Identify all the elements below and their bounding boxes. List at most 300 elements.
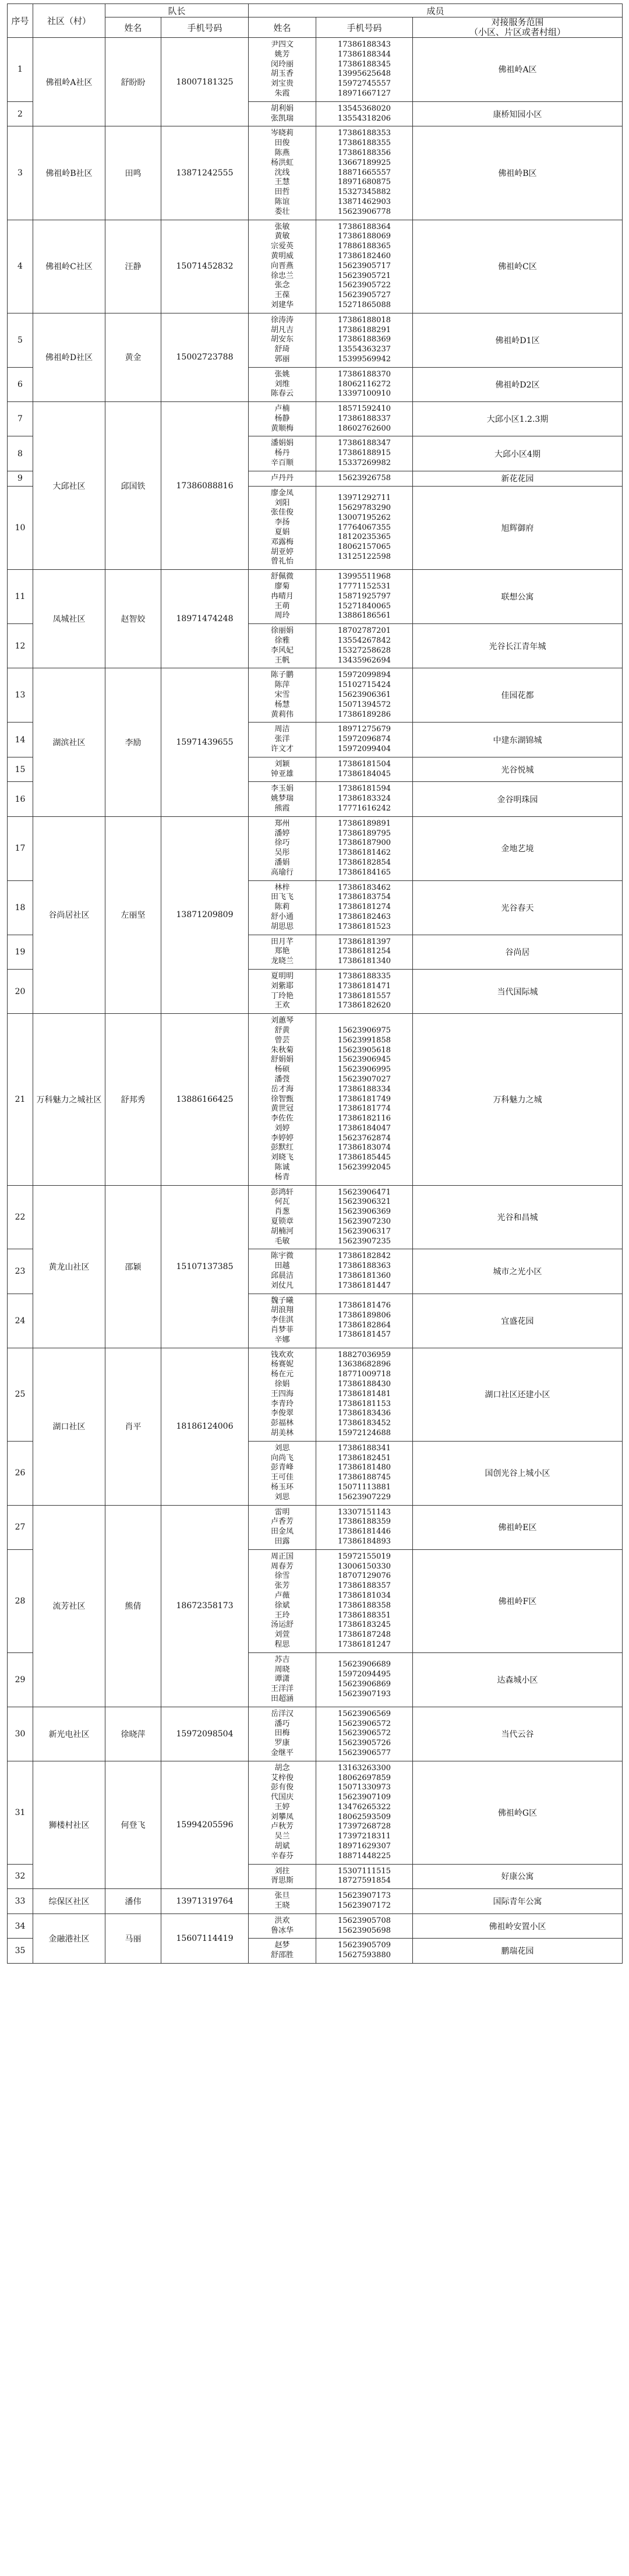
seq-cell: 4 [8, 220, 33, 313]
seq-cell: 28 [8, 1549, 33, 1652]
service-area-cell: 湖口社区还建小区 [413, 1348, 623, 1441]
header-area [413, 17, 623, 38]
member-name: 舒邵胜 [271, 1951, 294, 1960]
member-name: 赵梦 [274, 1941, 290, 1950]
member-phone: 17386188069 [338, 232, 391, 241]
member-name: 夏明明 [271, 971, 294, 981]
member-name: 李扬 [274, 518, 290, 527]
member-phone: 13307151143 [338, 1507, 391, 1517]
member-phone: 13667189925 [338, 158, 391, 167]
member-name: 林梓 [274, 883, 290, 892]
member-phone: 15623907109 [338, 1793, 391, 1802]
member-name: 许文才 [271, 745, 294, 753]
leader-phone-cell: 13886166425 [161, 1014, 249, 1186]
member-phone: 15623906995 [338, 1065, 391, 1074]
member-name: 王晓 [274, 1901, 290, 1911]
member-phone: 17386189891 [338, 819, 391, 828]
table-row [8, 1914, 623, 1939]
community-cell: 流芳社区 [33, 1505, 105, 1707]
member-phone: 17386181749 [338, 1094, 391, 1104]
member-name: 龙晓兰 [271, 957, 294, 966]
member-name: 郭丽 [274, 354, 290, 364]
member-name: 辛春芬 [271, 1851, 294, 1860]
service-area-cell: 旭辉御府 [413, 486, 623, 569]
member-phone: 18062116272 [338, 379, 391, 389]
member-phone: 17386181471 [338, 981, 391, 991]
member-name: 刘维 [274, 379, 290, 389]
member-name: 陈诚 [274, 1163, 290, 1172]
member-phone: 13397100910 [338, 389, 391, 399]
member-names-cell [249, 1505, 316, 1549]
member-phone: 17386188364 [338, 222, 391, 231]
service-area-cell: 鹏瑞花园 [413, 1939, 623, 1964]
member-phones-cell [316, 1294, 413, 1348]
member-name: 田月芊 [271, 937, 294, 946]
member-name: 黄明威 [271, 251, 294, 260]
member-name: 郑艳 [274, 947, 290, 956]
member-name: 钱欢欢 [271, 1350, 294, 1359]
member-name: 姚梦瑞 [271, 794, 294, 804]
service-area-cell: 佛祖岭安置小区 [413, 1914, 623, 1939]
member-phone: 15271840065 [338, 601, 391, 611]
community-cell: 金融港社区 [33, 1914, 105, 1963]
member-name: 高瑜行 [271, 868, 294, 877]
member-phone: 13007195262 [338, 513, 391, 522]
seq-cell: 19 [8, 935, 33, 969]
member-name: 刘颖 [274, 759, 290, 769]
table-row [8, 570, 623, 624]
member-phone: 17386182854 [338, 858, 391, 867]
member-name: 徐智甄 [271, 1094, 294, 1104]
member-phone: 17386182460 [338, 251, 391, 260]
member-phone: 17386181446 [338, 1527, 391, 1537]
seq-cell: 13 [8, 668, 33, 723]
member-name: 代国庆 [271, 1793, 294, 1802]
member-phone: 15623905698 [338, 1926, 391, 1935]
leader-name-cell: 邵颖 [105, 1185, 161, 1348]
member-phone: 17386183324 [338, 794, 391, 804]
member-phone: 17386188370 [338, 369, 391, 379]
member-phone: 15623907027 [338, 1074, 391, 1084]
member-phone: 15972094495 [338, 1669, 391, 1679]
member-phone: 17386181457 [338, 1330, 391, 1340]
member-name: 徐娟 [274, 1380, 290, 1389]
member-phone: 17386181476 [338, 1301, 391, 1310]
member-phone: 17386181523 [338, 922, 391, 931]
member-phone: 15327258628 [338, 646, 391, 655]
leader-name-cell: 马丽 [105, 1914, 161, 1963]
table-row [8, 1505, 623, 1549]
member-name: 朱秋菊 [271, 1045, 294, 1055]
member-phone: 13554318206 [338, 114, 391, 123]
member-phone: 17386181360 [338, 1271, 391, 1281]
member-phone: 15871925797 [338, 591, 391, 601]
member-names-cell [249, 1185, 316, 1249]
seq-cell: 3 [8, 126, 33, 220]
member-phones-cell [316, 969, 413, 1013]
member-phone: 15623906778 [338, 207, 391, 216]
member-phone: 15623907172 [338, 1901, 391, 1911]
member-phone: 18571592410 [338, 404, 391, 414]
service-area-cell: 康桥知园小区 [413, 101, 623, 126]
leader-phone-cell: 15071452832 [161, 220, 249, 313]
member-phone: 15623926758 [338, 473, 391, 482]
member-name: 彭默红 [271, 1143, 294, 1153]
member-name: 刘仗凡 [271, 1281, 294, 1290]
member-name: 卢薇 [274, 1591, 290, 1600]
member-phones-cell [316, 723, 413, 757]
member-name: 向晋燕 [271, 261, 294, 270]
member-name: 舒娟娟 [271, 1055, 294, 1065]
member-phone: 17386188341 [338, 1443, 391, 1453]
member-name: 卢楠 [274, 404, 290, 414]
member-phone: 15623906869 [338, 1679, 391, 1689]
seq-cell: 21 [8, 1014, 33, 1186]
member-name: 程思 [274, 1640, 290, 1649]
member-name: 田金凤 [271, 1527, 294, 1537]
member-name: 彭青峰 [271, 1463, 294, 1472]
member-phones-cell [316, 1249, 413, 1294]
member-phone: 15071113881 [338, 1482, 391, 1492]
member-name: 谭潇 [274, 1675, 290, 1684]
member-phones-cell [316, 624, 413, 668]
member-name: 金继平 [271, 1748, 294, 1757]
member-name: 尹四文 [271, 40, 294, 49]
leader-phone-cell: 13871242555 [161, 126, 249, 220]
member-phone: 17386183754 [338, 893, 391, 902]
member-phone: 15629783290 [338, 503, 391, 513]
member-names-cell [249, 570, 316, 624]
member-name: 黄敏 [274, 232, 290, 241]
community-cell: 万科魅力之城社区 [33, 1014, 105, 1186]
member-phone: 17386188351 [338, 1611, 391, 1620]
member-name: 张敏 [274, 222, 290, 231]
member-phone: 15972745557 [338, 79, 391, 89]
member-name: 胡利娟 [271, 104, 294, 113]
header-seq: 序号 [8, 4, 33, 38]
member-name: 岳才海 [271, 1084, 294, 1094]
member-phone: 15623905726 [338, 1739, 391, 1748]
seq-cell: 9 [8, 471, 33, 486]
member-phone: 13995625648 [338, 69, 391, 79]
member-name: 舒小通 [271, 912, 294, 921]
table-row [8, 1889, 623, 1914]
service-area-cell: 大邱小区4期 [413, 436, 623, 471]
member-name: 徐巧 [274, 838, 290, 848]
member-phone: 13554363237 [338, 345, 391, 354]
member-phone: 15623907235 [338, 1236, 391, 1246]
service-area-cell: 佛祖岭C区 [413, 220, 623, 313]
member-phone: 13545368020 [338, 104, 391, 113]
member-name: 杨洪虹 [271, 158, 294, 167]
member-phones-cell [316, 1889, 413, 1914]
member-phone: 17386188355 [338, 139, 391, 148]
member-name: 胡念 [274, 1763, 290, 1772]
member-names-cell [249, 367, 316, 401]
member-phones-cell [316, 816, 413, 880]
leader-name-cell: 邱国铁 [105, 402, 161, 570]
member-name: 胡浪翔 [271, 1306, 294, 1315]
member-names-cell [249, 1441, 316, 1505]
service-area-cell: 佛祖岭A区 [413, 38, 623, 102]
member-name: 周正国 [271, 1552, 294, 1561]
member-phone: 18971629307 [338, 1842, 391, 1851]
member-names-cell [249, 1014, 316, 1186]
member-name: 王葆 [274, 291, 290, 300]
service-area-cell: 金地艺境 [413, 816, 623, 880]
seq-cell: 7 [8, 402, 33, 436]
member-phones-cell [316, 757, 413, 782]
member-phone: 17386188018 [338, 315, 391, 325]
leader-name-cell: 熊倩 [105, 1505, 161, 1707]
member-phone: 13125122598 [338, 552, 391, 562]
member-name: 刘拄 [274, 1866, 290, 1876]
member-phone: 15623905722 [338, 281, 391, 290]
service-area-cell: 国际青年公寓 [413, 1889, 623, 1914]
member-name: 杨在元 [271, 1370, 294, 1379]
member-phones-cell [316, 1549, 413, 1652]
member-phone: 15623906369 [338, 1207, 391, 1217]
member-name: 熊霞 [274, 804, 290, 813]
member-phone: 17386183436 [338, 1409, 391, 1418]
member-name: 肖梦菲 [271, 1326, 294, 1335]
member-name: 汤运舒 [271, 1620, 294, 1630]
member-name: 鲁冰华 [271, 1926, 294, 1935]
table-row [8, 38, 623, 102]
seq-cell: 33 [8, 1889, 33, 1914]
member-names-cell [249, 969, 316, 1013]
member-name: 刘婷 [274, 1123, 290, 1133]
member-name: 艾梓俊 [271, 1773, 294, 1782]
member-phone: 15623906569 [338, 1709, 391, 1718]
member-name: 卢香芳 [271, 1517, 294, 1527]
member-phone: 15972155019 [338, 1552, 391, 1561]
table-row [8, 1348, 623, 1441]
member-name: 闵玲丽 [271, 59, 294, 69]
table-row [8, 1185, 623, 1249]
leader-phone-cell: 18672358173 [161, 1505, 249, 1707]
member-phone: 17386188343 [338, 40, 391, 49]
member-name: 王婷 [274, 1802, 290, 1812]
member-phone: 13886186561 [338, 611, 391, 621]
member-name: 毛敏 [274, 1236, 290, 1246]
member-name: 宗爱英 [271, 242, 294, 251]
member-phone: 18602762600 [338, 424, 391, 433]
member-name: 张芳 [274, 1581, 290, 1591]
member-phone: 18971667127 [338, 89, 391, 98]
member-phones-cell [316, 880, 413, 935]
member-name: 杨静 [274, 414, 290, 423]
service-area-cell: 光谷悦城 [413, 757, 623, 782]
member-name: 刘思 [274, 1443, 290, 1453]
leader-name-cell: 舒邦秀 [105, 1014, 161, 1186]
member-phone: 17386181340 [338, 957, 391, 966]
member-name: 徐忠兰 [271, 271, 294, 280]
member-phone: 15071394572 [338, 700, 391, 709]
member-names-cell [249, 782, 316, 816]
seq-cell: 31 [8, 1761, 33, 1864]
member-phone: 15623905708 [338, 1916, 391, 1925]
member-name: 胡亚婷 [271, 547, 294, 556]
service-area-cell: 金谷明珠园 [413, 782, 623, 816]
member-phones-cell [316, 101, 413, 126]
member-name: 杨玉环 [271, 1482, 294, 1492]
member-phone: 17386188363 [338, 1261, 391, 1271]
seq-cell: 27 [8, 1505, 33, 1549]
table-row [8, 1014, 623, 1186]
seq-cell: 23 [8, 1249, 33, 1294]
community-cell: 大邱社区 [33, 402, 105, 570]
member-phone: 17386188356 [338, 148, 391, 157]
header-leader: 队长 [105, 4, 249, 17]
leader-phone-cell: 15972098504 [161, 1707, 249, 1761]
member-phone: 15623905709 [338, 1941, 391, 1950]
member-phones-cell [316, 1914, 413, 1939]
member-name: 邱晨洁 [271, 1271, 294, 1281]
member-phone: 17386187900 [338, 838, 391, 848]
leader-phone-cell: 13871209809 [161, 816, 249, 1013]
leader-name-cell: 黄金 [105, 313, 161, 401]
leader-phone-cell: 15971439655 [161, 668, 249, 816]
member-phone: 17386181504 [338, 759, 391, 769]
member-name: 刘萱 [274, 1630, 290, 1640]
leader-phone-cell: 18186124006 [161, 1348, 249, 1505]
service-area-cell: 国创光谷上城小区 [413, 1441, 623, 1505]
member-name: 张佳俊 [271, 508, 294, 517]
leader-name-cell: 徐晓萍 [105, 1707, 161, 1761]
member-name: 娄壮 [274, 207, 290, 216]
member-name: 辛娜 [274, 1335, 290, 1344]
member-phone: 13435962694 [338, 656, 391, 665]
member-phone: 17386181247 [338, 1640, 391, 1649]
member-name: 张凯瑞 [271, 114, 294, 123]
member-names-cell [249, 1914, 316, 1939]
seq-cell: 16 [8, 782, 33, 816]
member-name: 刘思 [274, 1492, 290, 1502]
seq-cell: 17 [8, 816, 33, 880]
member-name: 姚芳 [274, 50, 290, 59]
member-names-cell [249, 1761, 316, 1864]
member-name: 曾芸 [274, 1035, 290, 1045]
member-name: 张念 [274, 281, 290, 290]
community-cell: 黄龙山社区 [33, 1185, 105, 1348]
member-phone: 17386188337 [338, 414, 391, 423]
header-row-1 [8, 4, 623, 17]
member-phone: 17386182620 [338, 1001, 391, 1010]
member-phones-cell [316, 1707, 413, 1761]
member-phone: 17386188745 [338, 1473, 391, 1482]
leader-name-cell: 肖平 [105, 1348, 161, 1505]
member-name: 李风妃 [271, 646, 294, 655]
member-name: 陈子鹏 [271, 671, 294, 680]
table-row [8, 1761, 623, 1864]
member-name: 田飞飞 [271, 893, 294, 902]
member-phones-cell [316, 486, 413, 569]
member-names-cell [249, 723, 316, 757]
member-phone: 17771616242 [338, 804, 391, 813]
member-phone: 13554267842 [338, 636, 391, 646]
member-names-cell [249, 1549, 316, 1652]
member-name: 郑州 [274, 819, 290, 828]
community-cell: 佛祖岭A社区 [33, 38, 105, 126]
leader-name-cell: 李励 [105, 668, 161, 816]
member-name: 沈线 [274, 168, 290, 177]
member-names-cell [249, 1889, 316, 1914]
member-name: 潘娟 [274, 858, 290, 867]
member-phones-cell [316, 935, 413, 969]
member-phone: 17386181557 [338, 991, 391, 1000]
service-area-cell: 佛祖岭D2区 [413, 367, 623, 401]
member-name: 舒黄 [274, 1026, 290, 1035]
member-phones-cell [316, 471, 413, 486]
member-name: 李婷婷 [271, 1133, 294, 1143]
member-phones-cell [316, 1939, 413, 1964]
member-phone: 17386181447 [338, 1281, 391, 1290]
roster-body [8, 38, 623, 1964]
member-phone: 18062697859 [338, 1773, 391, 1782]
seq-cell: 8 [8, 436, 33, 471]
seq-cell: 5 [8, 313, 33, 367]
member-phone: 15972096874 [338, 735, 391, 744]
roster-sheet [7, 3, 622, 1964]
seq-cell: 12 [8, 624, 33, 668]
member-phones-cell [316, 1761, 413, 1864]
member-phone: 15623906572 [338, 1729, 391, 1738]
community-cell: 狮楼村社区 [33, 1761, 105, 1889]
member-phone: 17386188353 [338, 129, 391, 138]
member-phone: 17386183452 [338, 1419, 391, 1428]
service-area-cell: 光谷长江青年城 [413, 624, 623, 668]
member-names-cell [249, 1864, 316, 1889]
member-phone: 17386181462 [338, 848, 391, 858]
member-names-cell [249, 624, 316, 668]
member-phones-cell [316, 436, 413, 471]
member-phone: 17386188345 [338, 59, 391, 69]
leader-name-cell: 潘伟 [105, 1889, 161, 1914]
member-phone: 17386187248 [338, 1630, 391, 1640]
member-name: 陈莉 [274, 903, 290, 912]
member-name: 胡思思 [271, 922, 294, 931]
member-phone: 17386181397 [338, 937, 391, 946]
leader-name-cell: 田鸣 [105, 126, 161, 220]
member-name: 徐雅 [274, 636, 290, 646]
seq-cell: 34 [8, 1914, 33, 1939]
seq-cell: 26 [8, 1441, 33, 1505]
member-phone: 17386183245 [338, 1620, 391, 1630]
member-name: 李俊翠 [271, 1409, 294, 1418]
member-phone: 18062593509 [338, 1812, 391, 1821]
member-name: 陈萍 [274, 681, 290, 690]
service-area-cell: 达森城小区 [413, 1652, 623, 1707]
member-phone: 17386182842 [338, 1252, 391, 1261]
member-phones-cell [316, 1505, 413, 1549]
member-phone: 13638682896 [338, 1360, 391, 1369]
member-phone: 15623905618 [338, 1045, 391, 1055]
service-area-cell: 光谷和昌城 [413, 1185, 623, 1249]
member-name: 王洋洋 [271, 1685, 294, 1694]
member-phone: 15623907230 [338, 1217, 391, 1227]
member-phones-cell [316, 1348, 413, 1441]
member-names-cell [249, 668, 316, 723]
service-area-cell: 佛祖岭B区 [413, 126, 623, 220]
member-name: 黄世冠 [271, 1104, 294, 1113]
member-names-cell [249, 486, 316, 569]
member-phone: 15399569942 [338, 354, 391, 364]
member-name: 夏娟 [274, 528, 290, 537]
header-leader-phone: 手机号码 [161, 17, 249, 38]
member-name: 廖菊 [274, 582, 290, 591]
member-name: 徐丽娟 [271, 626, 294, 636]
